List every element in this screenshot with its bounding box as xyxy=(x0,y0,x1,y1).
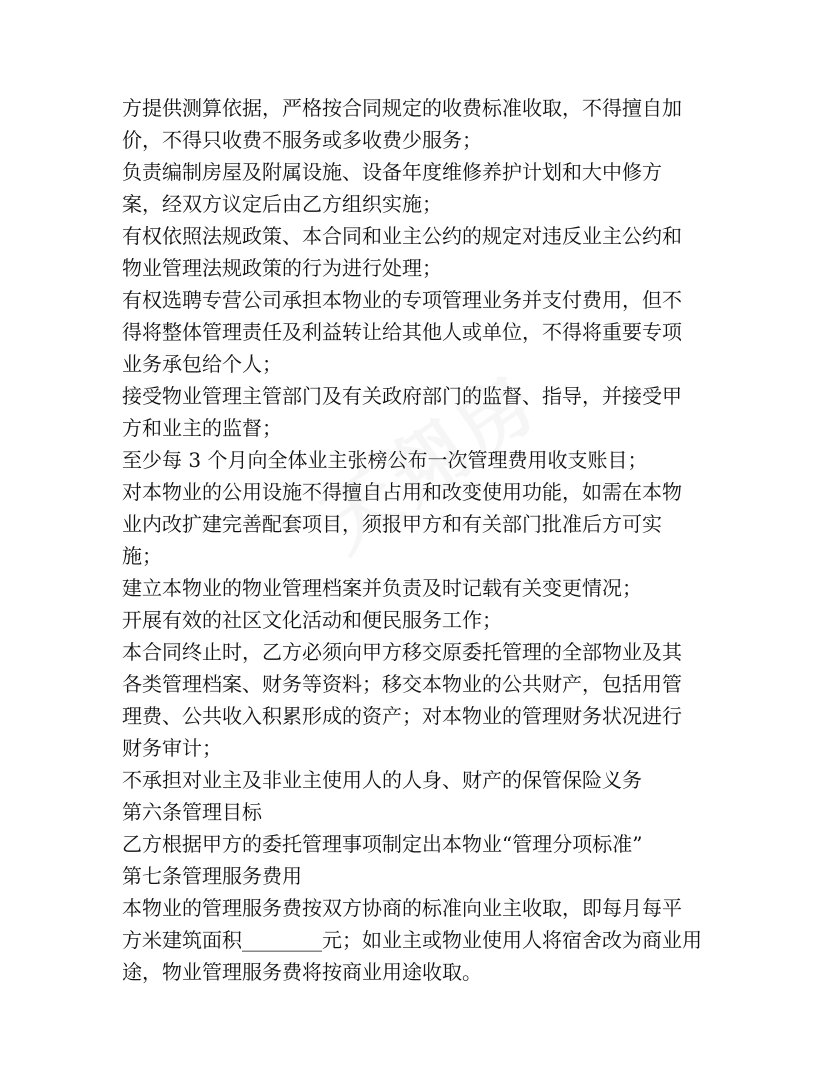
text-line: 本物业的管理服务费按双方协商的标准向业主收取，即每月每平 xyxy=(122,896,682,920)
text-line: 接受物业管理主管部门及有关政府部门的监督、指导，并接受甲 xyxy=(122,384,682,408)
text-line: 不承担对业主及非业主使用人的人身、财产的保管保险义务 xyxy=(122,768,642,792)
text-line: 理费、公共收入积累形成的资产；对本物业的管理财务状况进行 xyxy=(122,704,682,728)
text-line: 第六条管理目标 xyxy=(122,800,262,824)
text-line: 对本物业的公用设施不得擅自占用和改变使用功能，如需在本物 xyxy=(122,480,682,504)
paragraph xyxy=(122,380,712,444)
text-line: 施； xyxy=(122,544,162,568)
text-line: 负责编制房屋及附属设施、设备年度维修养护计划和大中修方 xyxy=(122,160,662,184)
text-line: 业务承包给个人； xyxy=(122,352,282,376)
text-line: 有权依照法规政策、本合同和业主公约的规定对违反业主公约和 xyxy=(122,224,682,248)
text-line: 方和业主的监督； xyxy=(122,416,282,440)
paragraph xyxy=(122,892,712,988)
paragraph xyxy=(122,860,712,892)
text-line: 途，物业管理服务费将按商业用途收取。 xyxy=(122,960,482,984)
paragraph xyxy=(122,828,712,860)
paragraph xyxy=(122,444,712,476)
text-line: 价，不得只收费不服务或多收费少服务； xyxy=(122,128,482,152)
text-line: 财务审计； xyxy=(122,736,222,760)
text-line: 业内改扩建完善配套项目，须报甲方和有关部门批准后方可实 xyxy=(122,512,662,536)
text-line: 方米建筑面积________元；如业主或物业使用人将宿舍改为商业用 xyxy=(122,928,702,952)
text-line: 第七条管理服务费用 xyxy=(122,864,302,888)
text-line: 有权选聘专营公司承担本物业的专项管理业务并支付费用，但不 xyxy=(122,288,682,312)
text-line: 本合同终止时，乙方必须向甲方移交原委托管理的全部物业及其 xyxy=(122,640,682,664)
text-line: 案，经双方议定后由乙方组织实施； xyxy=(122,192,442,216)
text-line: 物业管理法规政策的行为进行处理； xyxy=(122,256,442,280)
text-line: 建立本物业的物业管理档案并负责及时记载有关变更情况； xyxy=(122,576,642,600)
text-line: 得将整体管理责任及利益转让给其他人或单位，不得将重要专项 xyxy=(122,320,682,344)
paragraph xyxy=(122,284,712,380)
paragraph xyxy=(122,92,712,156)
text-line: 至少每 3 个月向全体业主张榜公布一次管理费用收支账目； xyxy=(122,448,648,472)
paragraph xyxy=(122,156,712,220)
paragraph xyxy=(122,636,712,764)
paragraph xyxy=(122,796,712,828)
paragraph xyxy=(122,476,712,572)
text-line: 各类管理档案、财务等资料；移交本物业的公共财产，包括用管 xyxy=(122,672,682,696)
text-line: 乙方根据甲方的委托管理事项制定出本物业“管理分项标准” xyxy=(122,832,643,856)
document-body xyxy=(122,92,712,988)
paragraph xyxy=(122,572,712,604)
text-line: 方提供测算依据，严格按合同规定的收费标准收取，不得擅自加 xyxy=(122,96,682,120)
paragraph xyxy=(122,764,712,796)
paragraph xyxy=(122,220,712,284)
text-line: 开展有效的社区文化活动和便民服务工作； xyxy=(122,608,502,632)
paragraph xyxy=(122,604,712,636)
